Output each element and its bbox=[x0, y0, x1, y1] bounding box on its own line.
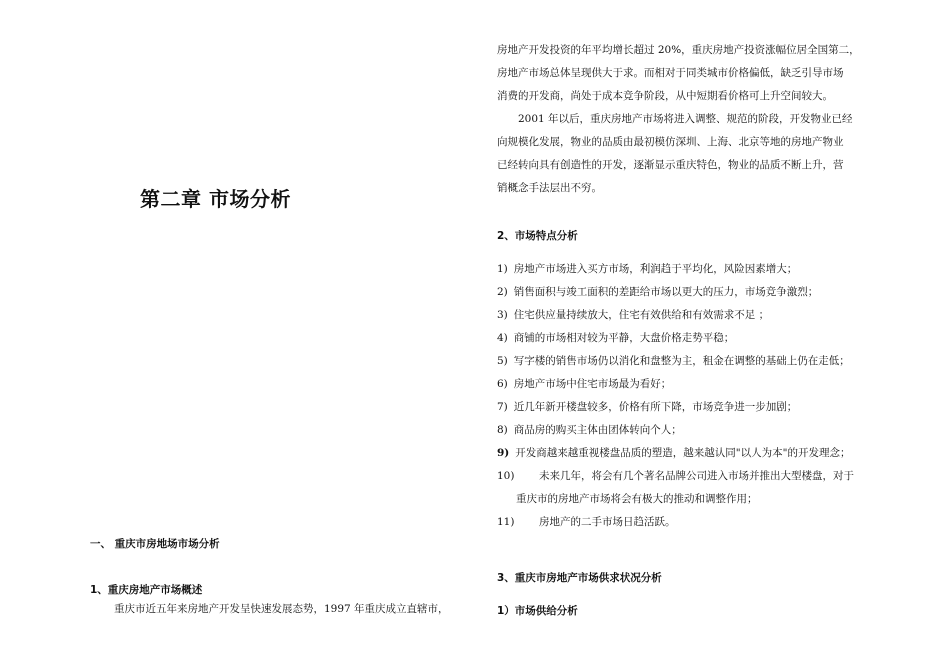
outlook-paragraph bbox=[497, 108, 853, 200]
list-item-text: 销售面积与竣工面积的差距给市场以更大的压力，市场竞争激烈； bbox=[513, 286, 819, 298]
list-item-text: 房地产市场进入买方市场，利润趋于平均化，风险因素增大； bbox=[513, 263, 798, 275]
paragraph-line: 2001 年以后，重庆房地产市场将进入调整、规范的阶段，开发物业已经 bbox=[518, 113, 853, 125]
list-item-text: 未来几年，将会有几个著名品牌公司进入市场并推出大型楼盘，对于 bbox=[539, 470, 854, 482]
overview-paragraph bbox=[114, 598, 449, 621]
paragraph-line: 房地产开发投资的年平均增长超过 20%，重庆房地产投资涨幅位居全国第二， bbox=[497, 44, 860, 56]
list-item bbox=[497, 327, 854, 350]
list-item-text: 房地产市场中住宅市场最为看好； bbox=[513, 378, 672, 390]
list-item bbox=[497, 465, 854, 488]
list-item bbox=[497, 281, 854, 304]
list-item bbox=[497, 304, 854, 327]
list-item-number: 7) bbox=[497, 401, 508, 413]
section-heading: 一、 重庆市房地场市场分析 bbox=[90, 538, 220, 550]
list-item-number: 10) bbox=[497, 470, 515, 482]
list-item-number: 1) bbox=[497, 263, 508, 275]
list-item-continuation bbox=[497, 488, 854, 511]
list-item bbox=[497, 419, 854, 442]
paragraph-line: 向规模化发展，物业的品质由最初模仿深圳、上海、北京等地的房地产物业 bbox=[497, 136, 844, 148]
list-item-text: 开发商越来越重视楼盘品质的塑造，越来越认同"以人为本"的开发理念； bbox=[515, 447, 851, 459]
paragraph-line: 重庆市近五年来房地产开发呈快速发展态势，1997 年重庆成立直辖市， bbox=[114, 603, 449, 615]
list-item bbox=[497, 258, 854, 281]
market-features-list bbox=[497, 258, 854, 534]
list-item-text: 重庆市的房地产市场将会有极大的推动和调整作用； bbox=[516, 493, 758, 505]
list-item-text: 商铺的市场相对较为平静，大盘价格走势平稳； bbox=[513, 332, 735, 344]
paragraph-line: 消费的开发商，尚处于成本竞争阶段，从中短期看价格可上升空间较大。 bbox=[497, 90, 833, 102]
list-item-text: 房地产的二手市场日趋活跃。 bbox=[539, 516, 676, 528]
subsection-heading: 1、重庆房地产市场概述 bbox=[90, 584, 203, 596]
list-item-number: 2) bbox=[497, 286, 508, 298]
list-item-number: 3) bbox=[497, 309, 508, 321]
supply-analysis-heading: 1）市场供给分析 bbox=[497, 605, 578, 617]
growth-paragraph bbox=[497, 39, 860, 108]
list-item-number: 8) bbox=[497, 424, 508, 436]
list-item bbox=[497, 350, 854, 373]
list-item bbox=[497, 511, 854, 534]
list-item-number: 6) bbox=[497, 378, 508, 390]
list-item bbox=[497, 396, 854, 419]
chapter-title: 第二章 市场分析 bbox=[140, 187, 291, 211]
list-item-number: 9) bbox=[497, 447, 510, 459]
list-item-number: 4) bbox=[497, 332, 508, 344]
supply-demand-heading: 3、重庆市房地产市场供求状况分析 bbox=[497, 572, 662, 584]
list-item bbox=[497, 373, 854, 396]
paragraph-line: 销概念手法层出不穷。 bbox=[497, 182, 602, 194]
paragraph-line: 房地产市场总体呈现供大于求。而相对于同类城市价格偏低，缺乏引导市场 bbox=[497, 67, 844, 79]
market-features-heading: 2、市场特点分析 bbox=[497, 230, 578, 242]
list-item-number: 11) bbox=[497, 516, 515, 528]
list-item bbox=[497, 442, 854, 465]
list-item-number: 5) bbox=[497, 355, 508, 367]
list-item-text: 近几年新开楼盘较多，价格有所下降，市场竞争进一步加剧； bbox=[513, 401, 798, 413]
list-item-text: 写字楼的销售市场仍以消化和盘整为主，租金在调整的基础上仍在走低； bbox=[513, 355, 850, 367]
list-item-text: 住宅供应量持续放大，住宅有效供给和有效需求不足 ； bbox=[513, 309, 770, 321]
list-item-text: 商品房的购买主体由团体转向个人； bbox=[513, 424, 682, 436]
paragraph-line: 已经转向具有创造性的开发，逐渐显示重庆特色，物业的品质不断上升，营 bbox=[497, 159, 844, 171]
